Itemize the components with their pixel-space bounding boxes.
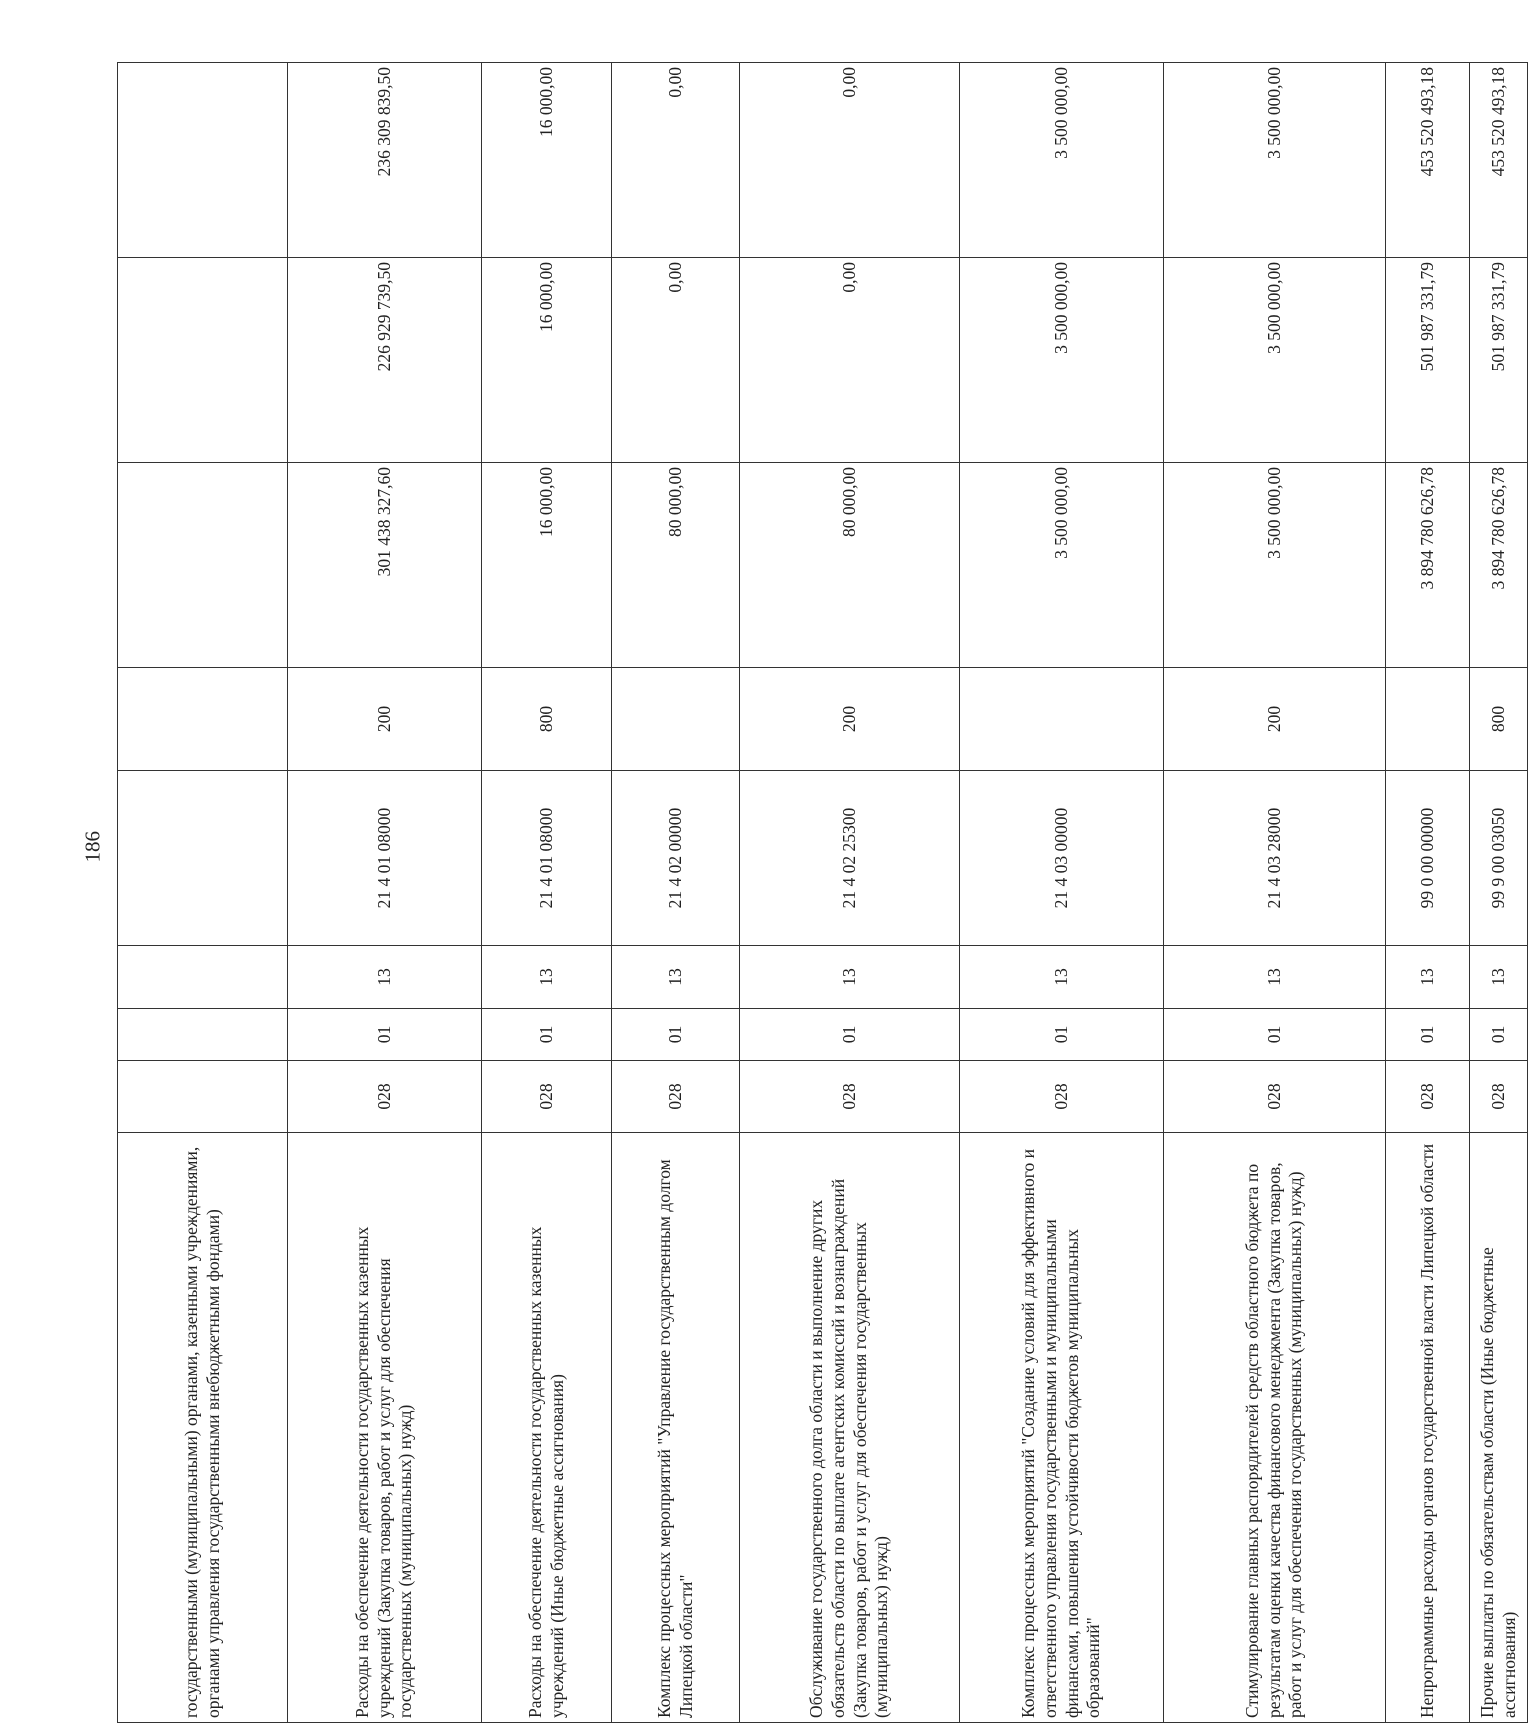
table-row xyxy=(960,63,1164,1723)
cell-description: Обслуживание государственного долга области и выполнение других обязательств области по выплате агентских комиссий и вознаграждений (Закупка товаров, работ и услуг для обеспечения государственных (муниципальных) нужд) xyxy=(740,1133,960,1723)
cell-subsection: 13 xyxy=(288,946,482,1009)
cell-section xyxy=(118,1009,288,1061)
cell-target-article: 21 4 03 00000 xyxy=(960,771,1164,946)
cell-sum-year2: 501 987 331,79 xyxy=(1470,258,1528,463)
cell-sum-year1: 301 438 327,60 xyxy=(288,463,482,668)
cell-subsection xyxy=(118,946,288,1009)
cell-section: 01 xyxy=(482,1009,612,1061)
cell-code: 028 xyxy=(1386,1061,1470,1133)
cell-code: 028 xyxy=(1164,1061,1386,1133)
cell-subsection: 13 xyxy=(612,946,740,1009)
cell-sum-year3 xyxy=(118,63,288,258)
cell-description: Расходы на обеспечение деятельности государственных казенных учреждений (Иные бюджетные ассигнования) xyxy=(482,1133,612,1723)
budget-table xyxy=(117,62,1528,1723)
cell-sum-year1: 3 500 000,00 xyxy=(960,463,1164,668)
cell-target-article: 21 4 01 08000 xyxy=(482,771,612,946)
cell-description: государственными (муниципальными) органами, казенными учреждениями, органами управления государственными внебюджетными фондами) xyxy=(118,1133,288,1723)
cell-sum-year2: 16 000,00 xyxy=(482,258,612,463)
cell-code xyxy=(118,1061,288,1133)
table-row xyxy=(612,63,740,1723)
cell-sum-year2: 226 929 739,50 xyxy=(288,258,482,463)
cell-description: Расходы на обеспечение деятельности государственных казенных учреждений (Закупка товаров, работ и услуг для обеспечения государственных (муниципальных) нужд) xyxy=(288,1133,482,1723)
cell-target-article: 21 4 03 28000 xyxy=(1164,771,1386,946)
cell-expense-type xyxy=(118,668,288,771)
cell-target-article: 21 4 02 00000 xyxy=(612,771,740,946)
cell-sum-year2: 3 500 000,00 xyxy=(1164,258,1386,463)
table-row xyxy=(1470,63,1528,1723)
cell-sum-year1: 16 000,00 xyxy=(482,463,612,668)
cell-expense-type xyxy=(1386,668,1470,771)
cell-target-article: 21 4 02 25300 xyxy=(740,771,960,946)
cell-expense-type: 200 xyxy=(1164,668,1386,771)
cell-sum-year1: 3 500 000,00 xyxy=(1164,463,1386,668)
cell-sum-year3: 453 520 493,18 xyxy=(1386,63,1470,258)
cell-sum-year2: 0,00 xyxy=(740,258,960,463)
cell-expense-type: 800 xyxy=(482,668,612,771)
cell-section: 01 xyxy=(960,1009,1164,1061)
cell-sum-year1: 3 894 780 626,78 xyxy=(1470,463,1528,668)
cell-subsection: 13 xyxy=(1470,946,1528,1009)
cell-section: 01 xyxy=(1470,1009,1528,1061)
cell-subsection: 13 xyxy=(960,946,1164,1009)
cell-description: Прочие выплаты по обязательствам области (Иные бюджетные ассигнования) xyxy=(1470,1133,1528,1723)
cell-expense-type xyxy=(612,668,740,771)
cell-sum-year3: 3 500 000,00 xyxy=(1164,63,1386,258)
cell-target-article: 21 4 01 08000 xyxy=(288,771,482,946)
cell-sum-year3: 0,00 xyxy=(740,63,960,258)
cell-sum-year3: 453 520 493,18 xyxy=(1470,63,1528,258)
cell-description: Стимулирование главных распорядителей средств областного бюджета по результатам оценки качества финансового менеджмента (Закупка товаров, работ и услуг для обеспечения государственных (муниципальных) нужд) xyxy=(1164,1133,1386,1723)
cell-section: 01 xyxy=(1386,1009,1470,1061)
table-row xyxy=(1386,63,1470,1723)
cell-expense-type xyxy=(960,668,1164,771)
cell-section: 01 xyxy=(612,1009,740,1061)
rotated-sheet xyxy=(117,63,1519,1723)
cell-code: 028 xyxy=(482,1061,612,1133)
page-number: 186 xyxy=(80,831,105,863)
table-row xyxy=(740,63,960,1723)
cell-sum-year1 xyxy=(118,463,288,668)
cell-description: Комплекс процессных мероприятий "Управление государственным долгом Липецкой области" xyxy=(612,1133,740,1723)
cell-target-article: 99 9 00 03050 xyxy=(1470,771,1528,946)
cell-sum-year2 xyxy=(118,258,288,463)
cell-code: 028 xyxy=(960,1061,1164,1133)
table-row xyxy=(1164,63,1386,1723)
cell-code: 028 xyxy=(288,1061,482,1133)
cell-subsection: 13 xyxy=(1164,946,1386,1009)
cell-section: 01 xyxy=(1164,1009,1386,1061)
cell-sum-year3: 16 000,00 xyxy=(482,63,612,258)
cell-target-article xyxy=(118,771,288,946)
cell-target-article: 99 0 00 00000 xyxy=(1386,771,1470,946)
cell-sum-year1: 80 000,00 xyxy=(740,463,960,668)
cell-expense-type: 800 xyxy=(1470,668,1528,771)
cell-code: 028 xyxy=(612,1061,740,1133)
cell-subsection: 13 xyxy=(1386,946,1470,1009)
cell-description: Комплекс процессных мероприятий "Создание условий для эффективного и ответственного управления государственными и муниципальными финансами, повышения устойчивости бюджетов муниципальных образований" xyxy=(960,1133,1164,1723)
table-row xyxy=(482,63,612,1723)
cell-sum-year1: 80 000,00 xyxy=(612,463,740,668)
cell-sum-year2: 3 500 000,00 xyxy=(960,258,1164,463)
cell-section: 01 xyxy=(740,1009,960,1061)
cell-subsection: 13 xyxy=(482,946,612,1009)
cell-code: 028 xyxy=(740,1061,960,1133)
cell-code: 028 xyxy=(1470,1061,1528,1133)
table-row xyxy=(288,63,482,1723)
cell-sum-year3: 0,00 xyxy=(612,63,740,258)
cell-sum-year2: 501 987 331,79 xyxy=(1386,258,1470,463)
cell-section: 01 xyxy=(288,1009,482,1061)
cell-sum-year2: 0,00 xyxy=(612,258,740,463)
cell-description: Непрограммные расходы органов государственной власти Липецкой области xyxy=(1386,1133,1470,1723)
cell-expense-type: 200 xyxy=(740,668,960,771)
cell-expense-type: 200 xyxy=(288,668,482,771)
cell-sum-year1: 3 894 780 626,78 xyxy=(1386,463,1470,668)
cell-sum-year3: 236 309 839,50 xyxy=(288,63,482,258)
cell-subsection: 13 xyxy=(740,946,960,1009)
cell-sum-year3: 3 500 000,00 xyxy=(960,63,1164,258)
table-row xyxy=(118,63,288,1723)
